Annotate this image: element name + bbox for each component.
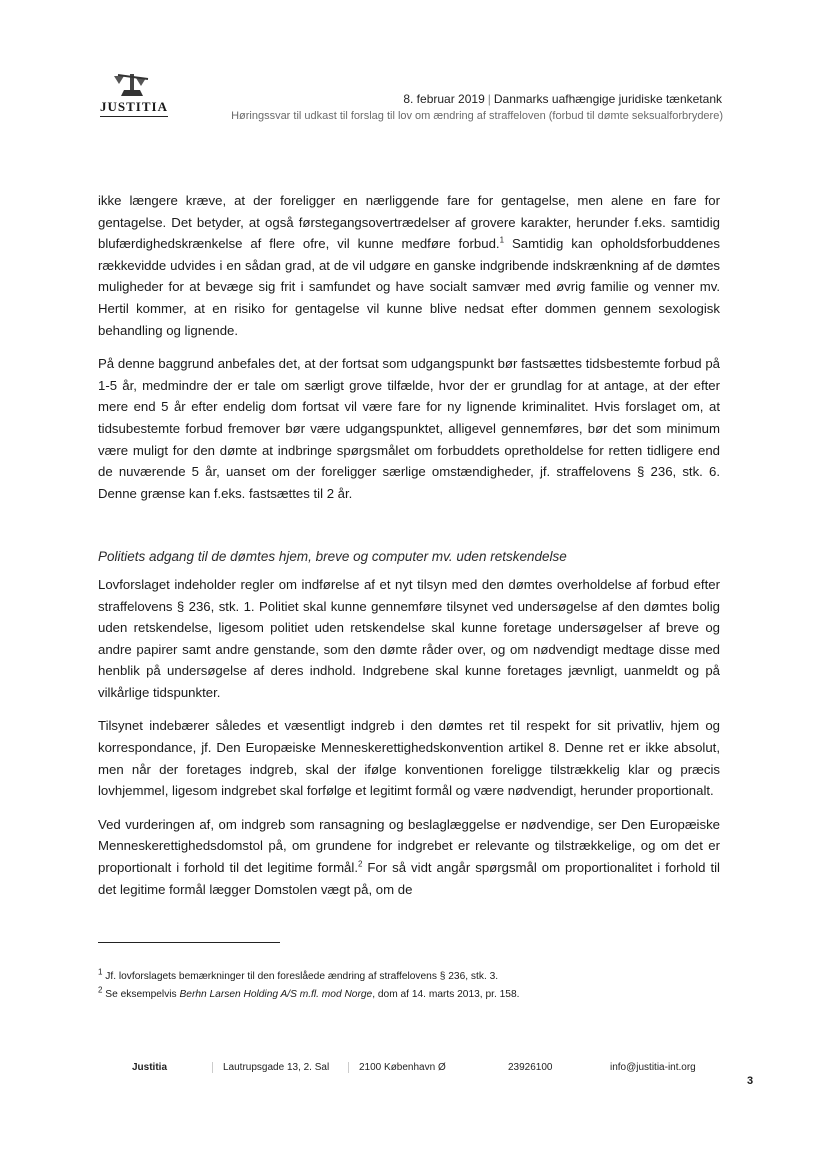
footnote-2-case-name: Berhn Larsen Holding A/S m.fl. mod Norge (179, 989, 373, 1000)
paragraph-4: Tilsynet indebærer således et væsentligt indgreb i den dømtes ret til respekt for sit privatliv, hjem og korrespondance, jf. Den Europæiske Menneskerettighedskonvention artikel 8. Denne ret er ikke absolut, men når der foretages indgreb, skal der ifølge konventionen foreligge tilstrækkelig klar og præcis lovhjemmel, ligesom indgrebet skal forfølge et legitimt formål og være nødvendigt, herunder proportionalt. (98, 718, 720, 799)
document-body (98, 190, 720, 912)
footnote-1 (98, 968, 720, 986)
footnote-2-number: 2 (98, 985, 103, 995)
footer-email[interactable]: info@justitia-int.org (610, 1062, 696, 1073)
justitia-logo (100, 72, 170, 117)
paragraph-5 (98, 814, 720, 900)
footnote-ref-1[interactable]: 1 (499, 235, 505, 245)
footnote-1-text: Jf. lovforslagets bemærkninger til den foreslåede ændring af straffelovens § 236, stk. 3. (105, 971, 499, 982)
header-subtitle: Høringssvar til udkast til forslag til lov om ændring af straffeloven (forbud til dømte seksualforbrydere) (231, 110, 723, 122)
footnote-1-number: 1 (98, 967, 103, 977)
paragraph-2: På denne baggrund anbefales det, at der fortsat som udgangspunkt bør fastsættes tidsbestemte forbud på 1-5 år, medmindre der er tale om særligt grove tilfælde, hvor der er grundlag for at antage, at der efter mere end 5 år efter endelig dom fortsat vil være fare for ny lignende kriminalitet. Hvis forslaget om, at tidsubestemte forbud fremover bør være udgangspunktet, alligevel gennemføres, bør det som minimum være muligt for den dømte at indbringe spørgsmålet om forbuddets opretholdelse for retten tidligere end de nuværende 5 år, uanset om der foreligger særlige omstændigheder, jf. straffelovens § 236, stk. 6. Denne grænse kan f.eks. fastsættes til 2 år. (98, 356, 720, 501)
header-date: 8. februar 2019 (403, 92, 485, 106)
footer-city: 2100 København Ø (348, 1062, 446, 1073)
footnotes (98, 968, 720, 1004)
paragraph-1 (98, 190, 720, 341)
justitia-scales-icon (110, 72, 154, 98)
paragraph-1-continued: Samtidig kan opholdsforbuddenes rækkevidde udvides i en sådan grad, at de vil udgøre en ganske indgribende indskrænkning af de dømtes muligheder for at bevæge sig frit i samfundet og have socialt samvær med øvrig familie og venner mv. Hertil kommer, at en risiko for gentagelse vil kunne blive nedsat efter dommen gennem sexologisk behandling og lignende. (98, 236, 720, 338)
page-number: 3 (747, 1075, 754, 1087)
paragraph-5-text: Ved vurderingen af, om indgreb som ransagning og beslaglæggelse er nødvendige, ser Den Europæiske Menneskerettighedsdomstol på, om grundene for indgrebet er relevante og tilstrækkelige, og om det er proportionalt i forhold til det legitime formål. (98, 816, 720, 876)
paragraph-1-text: ikke længere kræve, at der foreligger en nærliggende fare for gentagelse, men alene en fare for gentagelse. Det betyder, at også førstegangsovertrædelser af grovere karakter, herunder f.eks. samtidig blufærdighedskrænkelse af flere ofre, vil kunne medføre forbud. (98, 193, 720, 252)
footnote-2 (98, 986, 720, 1004)
footnote-2-suffix: , dom af 14. marts 2013, pr. 158. (372, 989, 520, 1000)
footnote-ref-2[interactable]: 2 (357, 859, 363, 869)
logo-wordmark: JUSTITIA (100, 99, 168, 117)
header-org-tagline: Danmarks uafhængige juridiske tænketank (493, 92, 722, 106)
footer-address: Lautrupsgade 13, 2. Sal (212, 1062, 329, 1073)
paragraph-5-continued: For så vidt angår spørgsmål om proportionalitet i forhold til det legitime formål lægger Domstolen vægt på, om de (98, 860, 720, 897)
footer-org: Justitia (132, 1062, 168, 1073)
paragraph-3: Lovforslaget indeholder regler om indførelse af et nyt tilsyn med den dømtes overholdelse af forbud efter straffelovens § 236, stk. 1. Politiet skal kunne gennemføre tilsynet ved undersøgelse af den dømtes bolig uden retskendelse, ligesom politiet uden retskendelse skal kunne foretage undersøgelser af breve og andre papirer samt andre genstande, som den dømte råder over, og om nødvendigt medtage disse med henblik på undersøgelse af deres indhold. Indgrebene skal kunne foretages jævnligt, uanmeldt og på vilkårlige tidspunkter. (98, 576, 720, 700)
footnote-separator (98, 942, 280, 943)
footer-phone: 23926100 (508, 1062, 553, 1073)
header-separator: | (487, 92, 491, 106)
page-footer (98, 1062, 718, 1078)
header-date-line (403, 92, 722, 106)
footnote-2-prefix: Se eksempelvis (105, 989, 180, 1000)
section-heading: Politiets adgang til de dømtes hjem, breve og computer mv. uden retskendelse (98, 549, 567, 565)
